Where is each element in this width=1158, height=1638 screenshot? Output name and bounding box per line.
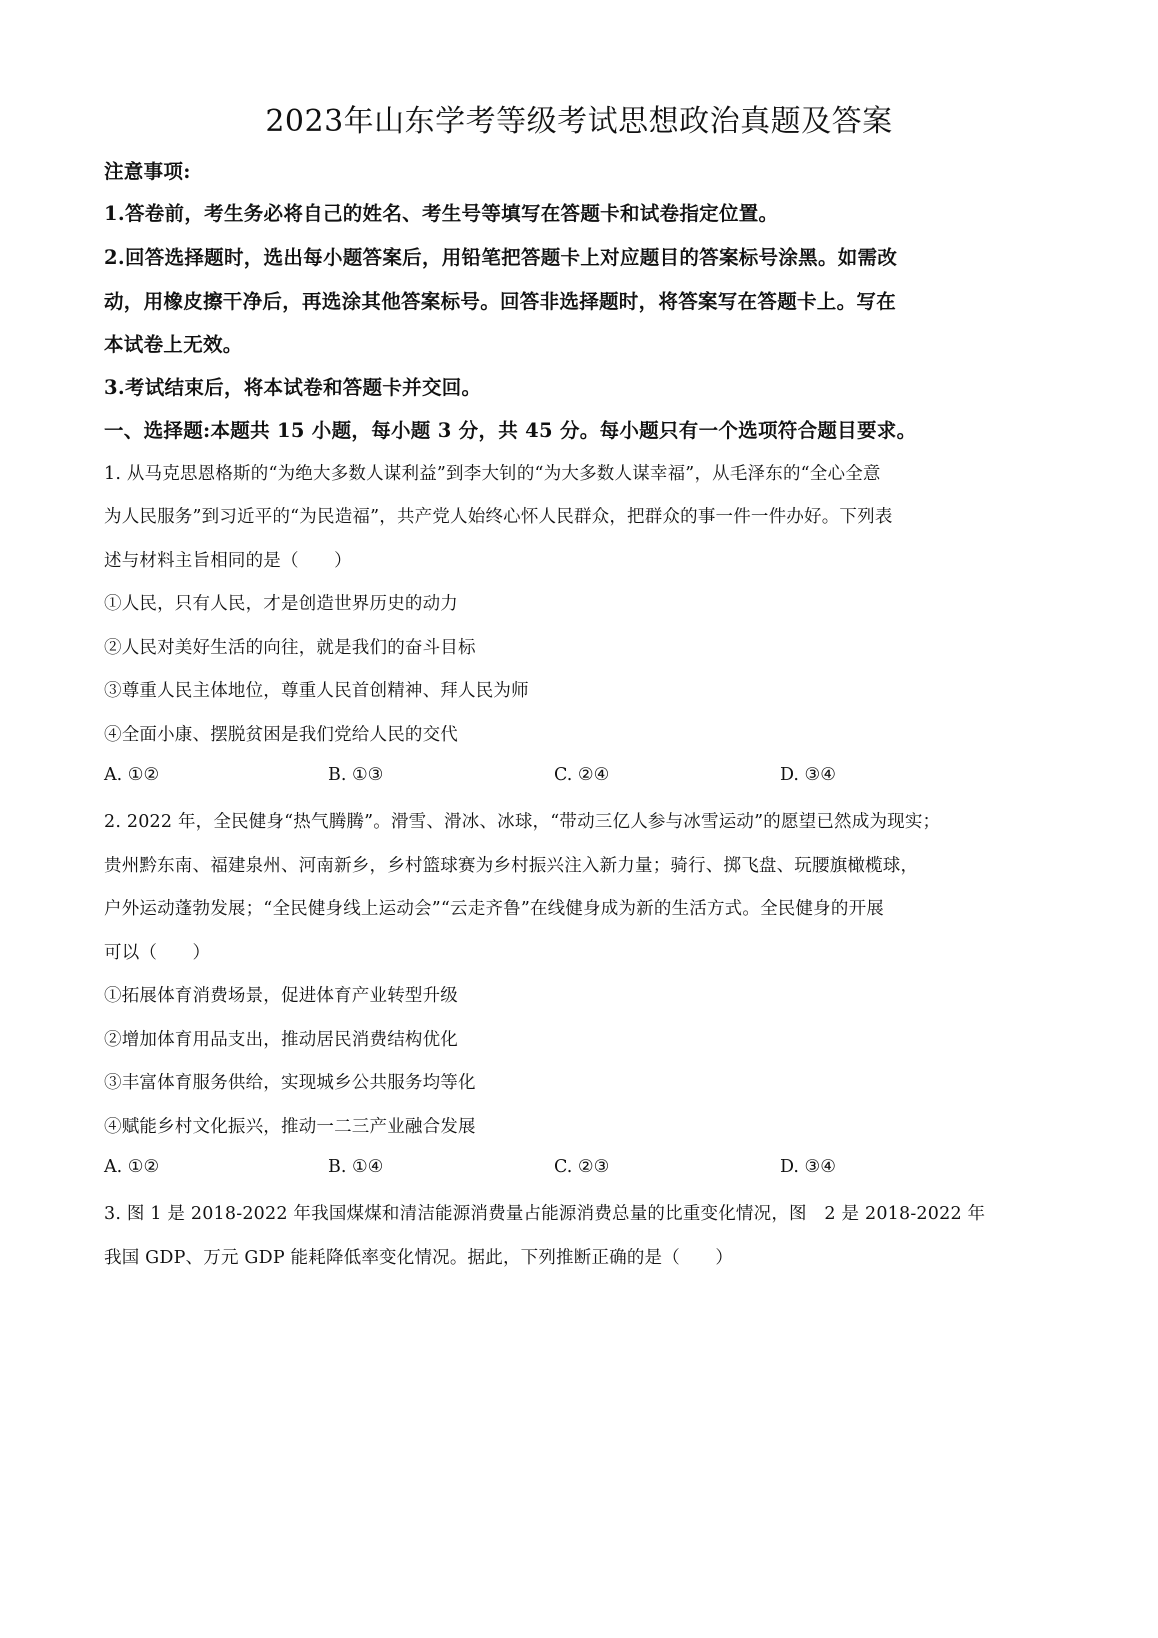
question-3-line-1: 3. 图 1 是 2018-2022 年我国煤煤和清洁能源消费量占能源消费总量的比重变化情况，图 2 是 2018-2022 年 <box>104 1204 986 1224</box>
notice-item-2-line-2: 动，用橡皮擦干净后，再选涂其他答案标号。回答非选择题时，将答案写在答题卡上。写在 <box>104 290 897 313</box>
question-2-options <box>104 1157 1064 1183</box>
option-b[interactable]: B. ①③ <box>328 765 384 785</box>
question-2-statement-4: ④赋能乡村文化振兴，推动一二三产业融合发展 <box>104 1117 476 1137</box>
notice-item-1: 1.答卷前，考生务必将自己的姓名、考生号等填写在答题卡和试卷指定位置。 <box>104 202 779 225</box>
option-d[interactable]: D. ③④ <box>780 1157 836 1177</box>
question-3-line-2: 我国 GDP、万元 GDP 能耗降低率变化情况。据此，下列推断正确的是（ ） <box>104 1248 734 1268</box>
notice-heading: 注意事项: <box>104 160 191 183</box>
option-c[interactable]: C. ②④ <box>554 765 610 785</box>
question-1-statement-2: ②人民对美好生活的向往，就是我们的奋斗目标 <box>104 638 476 658</box>
notice-item-2-line-1: 2.回答选择题时，选出每小题答案后，用铅笔把答题卡上对应题目的答案标号涂黑。如需改 <box>104 246 898 269</box>
question-2-statement-2: ②增加体育用品支出，推动居民消费结构优化 <box>104 1030 458 1050</box>
question-2-line-3: 户外运动蓬勃发展；“全民健身线上运动会”“云走齐鲁”在线健身成为新的生活方式。全民健身的开展 <box>104 899 884 919</box>
option-a[interactable]: A. ①② <box>104 1157 160 1177</box>
question-1-line-2: 为人民服务”到习近平的“为民造福”，共产党人始终心怀人民群众，把群众的事一件一件办好。下列表 <box>104 507 893 527</box>
question-1-line-3: 述与材料主旨相同的是（ ） <box>104 551 352 571</box>
question-1-line-1: 1. 从马克思恩格斯的“为绝大多数人谋利益”到李大钊的“为大多数人谋幸福”，从毛泽东的“全心全意 <box>104 464 881 484</box>
question-2-line-1: 2. 2022 年，全民健身“热气腾腾”。滑雪、滑冰、冰球，“带动三亿人参与冰雪运动”的愿望已然成为现实； <box>104 812 941 832</box>
option-a[interactable]: A. ①② <box>104 765 160 785</box>
question-1-statement-4: ④全面小康、摆脱贫困是我们党给人民的交代 <box>104 725 458 745</box>
option-b[interactable]: B. ①④ <box>328 1157 384 1177</box>
page-title: 2023年山东学考等级考试思想政治真题及答案 <box>265 104 893 139</box>
question-1-statement-3: ③尊重人民主体地位，尊重人民首创精神、拜人民为师 <box>104 681 529 701</box>
question-1-options <box>104 765 1064 791</box>
option-c[interactable]: C. ②③ <box>554 1157 610 1177</box>
question-2-statement-1: ①拓展体育消费场景，促进体育产业转型升级 <box>104 986 458 1006</box>
section-heading: 一、选择题:本题共 15 小题，每小题 3 分，共 45 分。每小题只有一个选项符合题目要求。 <box>104 419 917 442</box>
notice-item-2-line-3: 本试卷上无效。 <box>104 333 243 356</box>
question-2-line-4: 可以（ ） <box>104 943 211 963</box>
question-2-statement-3: ③丰富体育服务供给，实现城乡公共服务均等化 <box>104 1073 476 1093</box>
notice-item-3: 3.考试结束后，将本试卷和答题卡并交回。 <box>104 376 482 399</box>
question-2-line-2: 贵州黔东南、福建泉州、河南新乡，乡村篮球赛为乡村振兴注入新力量；骑行、掷飞盘、玩腰旗橄榄球， <box>104 856 919 876</box>
question-1-statement-1: ①人民，只有人民，才是创造世界历史的动力 <box>104 594 458 614</box>
option-d[interactable]: D. ③④ <box>780 765 836 785</box>
